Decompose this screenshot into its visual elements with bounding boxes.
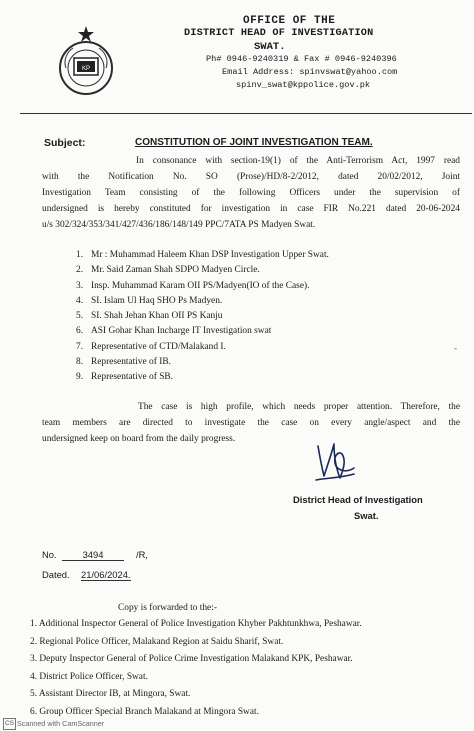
margin-mark: - bbox=[454, 343, 457, 353]
office-title-line3: SWAT. bbox=[254, 41, 286, 53]
svg-text:KP: KP bbox=[81, 66, 91, 72]
list-item-text: Representative of IB. bbox=[91, 357, 171, 368]
closing-line: undersigned keep on board from the daily progress. bbox=[42, 434, 236, 444]
list-item: 1. Additional Inspector General of Police Investigation Khyber Pakhtunkhwa, Peshawar. bbox=[30, 619, 362, 629]
copy-recipient-list bbox=[30, 616, 362, 721]
list-item-text: Mr : Muhammad Haleem Khan DSP Investigation Upper Swat. bbox=[91, 250, 329, 260]
list-item-number: 6. bbox=[76, 326, 84, 337]
signatory-title: District Head of Investigation bbox=[293, 494, 423, 505]
scanner-watermark-text: Scanned with CamScanner bbox=[17, 719, 105, 728]
list-item: 4. District Police Officer, Swat. bbox=[30, 671, 148, 682]
list-item-number: 2. bbox=[76, 265, 84, 276]
body-line: undersigned is hereby constituted for investigation in case FIR No.221 dated 20-06-2024 bbox=[42, 204, 460, 214]
list-item-text: SI. Shah Jehan Khan OII PS Kanju bbox=[91, 311, 223, 322]
list-item-text: Representative of SB. bbox=[91, 372, 174, 383]
handwritten-signature bbox=[310, 438, 360, 488]
list-item-number: 3. bbox=[76, 280, 84, 291]
list-item-number: 7. bbox=[76, 341, 84, 352]
list-item bbox=[76, 324, 329, 339]
list-item bbox=[76, 279, 329, 294]
copy-heading: Copy is forwarded to the:- bbox=[118, 603, 217, 613]
list-item: 6. Group Officer Special Branch Malakand at Mingora Swat. bbox=[30, 706, 259, 717]
body-line: In consonance with section-19(1) of the Anti-Terrorism Act, 1997 read bbox=[136, 156, 460, 166]
office-title-line2: DISTRICT HEAD OF INVESTIGATION bbox=[184, 28, 374, 39]
list-item-number: 8. bbox=[76, 357, 84, 368]
email-address: Email Address: spinvswat@yahoo.com bbox=[222, 67, 398, 77]
ref-no-suffix: /R, bbox=[136, 549, 148, 560]
phone-fax: Ph# 0946-9240319 & Fax # 0946-9240396 bbox=[206, 54, 397, 64]
header-divider bbox=[20, 113, 472, 114]
list-item-text: SI. Islam Ul Haq SHO Ps Madyen. bbox=[91, 295, 223, 306]
body-paragraph bbox=[42, 153, 460, 233]
email-address-secondary: spinv_swat@kppolice.gov.pk bbox=[236, 80, 371, 90]
list-item bbox=[76, 355, 329, 370]
closing-line: The case is high profile, which needs proper attention. Therefore, the bbox=[138, 402, 460, 412]
ref-no-label: No. bbox=[42, 549, 57, 560]
closing-line: team members are directed to investigate the case on every angle/aspect and the bbox=[42, 418, 460, 428]
dated-label: Dated. bbox=[42, 569, 70, 580]
list-item-text: Representative of CTD/Malakand I. bbox=[91, 341, 226, 352]
list-item-text: Mr. Said Zaman Shah SDPO Madyen Circle. bbox=[91, 265, 260, 276]
list-item-number: 1. bbox=[76, 250, 84, 260]
body-line: Investigation Team consisting of the following Officers under the supervision of bbox=[42, 188, 460, 198]
team-member-list bbox=[76, 248, 329, 386]
body-line: u/s 302/324/353/341/427/436/186/148/149 PPC/7ATA PS Madyen Swat. bbox=[42, 220, 316, 230]
list-item-number: 5. bbox=[76, 311, 84, 322]
list-item: 5. Assistant Director IB, at Mingora, Swat. bbox=[30, 689, 191, 699]
camscanner-icon: CS bbox=[3, 718, 16, 730]
list-item-text: Insp. Muhammad Karam OII PS/Madyen(IO of the Case). bbox=[91, 280, 310, 291]
list-item: 2. Regional Police Officer, Malakand Region at Saidu Sharif, Swat. bbox=[30, 636, 284, 647]
list-item-number: 4. bbox=[76, 295, 84, 306]
list-item bbox=[76, 248, 329, 263]
list-item bbox=[76, 340, 329, 355]
subject-text: CONSTITUTION OF JOINT INVESTIGATION TEAM. bbox=[135, 137, 373, 148]
police-crest-logo bbox=[53, 24, 119, 96]
list-item: 3. Deputy Inspector General of Police Crime Investigation Malakand KPK, Peshawar. bbox=[30, 654, 353, 664]
signatory-location: Swat. bbox=[354, 510, 379, 521]
list-item bbox=[76, 294, 329, 309]
list-item bbox=[76, 370, 329, 385]
list-item-number: 9. bbox=[76, 372, 84, 383]
closing-paragraph bbox=[42, 399, 460, 447]
dated-value: 21/06/2024. bbox=[81, 569, 131, 580]
ref-no-value: 3494 bbox=[62, 549, 124, 561]
subject-label: Subject: bbox=[44, 137, 86, 149]
office-title-line1: OFFICE OF THE bbox=[243, 15, 336, 27]
list-item-text: ASI Gohar Khan Incharge IT Investigation swat bbox=[91, 326, 272, 337]
body-line: with the Notification No. SO (Prose)/HD/8-2/2012, dated 20/02/2012, Joint bbox=[42, 172, 460, 182]
list-item bbox=[76, 263, 329, 278]
list-item bbox=[76, 309, 329, 324]
